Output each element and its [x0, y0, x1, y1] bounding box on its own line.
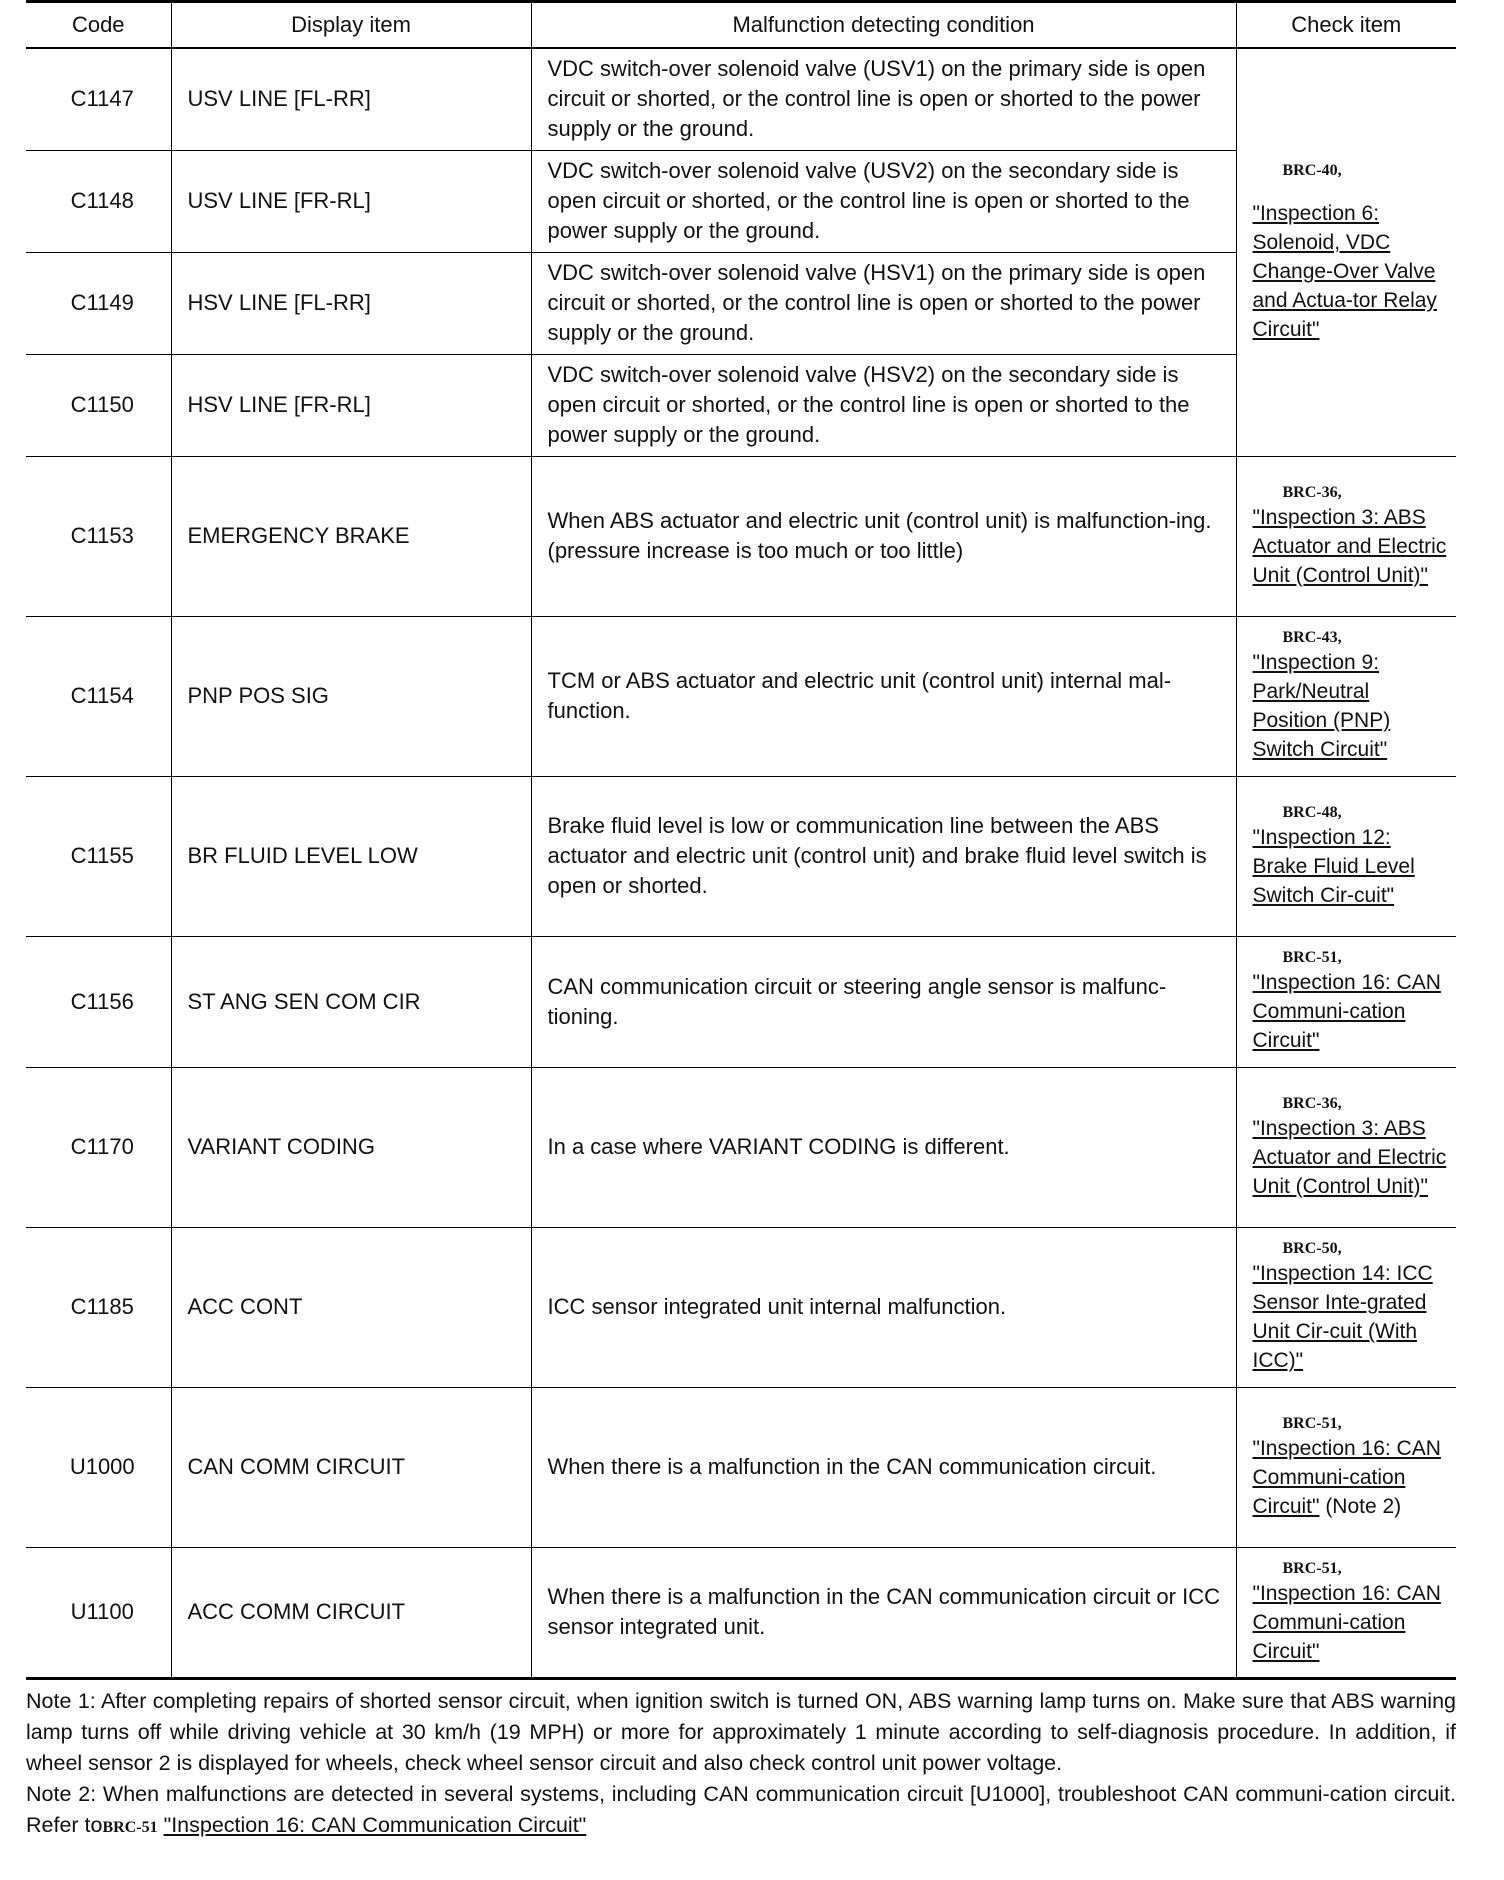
dtc-sheet [26, 0, 1456, 1843]
code-cell: U1100 [26, 1547, 171, 1678]
code-cell: U1000 [26, 1387, 171, 1547]
table-row [26, 1067, 1456, 1227]
code-cell: C1150 [26, 354, 171, 456]
condition-cell: VDC switch-over solenoid valve (USV1) on the primary side is open circuit or shorted, or the control line is open or shorted to the power supply or the ground. [531, 48, 1236, 150]
check-ref: BRC-51, [1282, 1414, 1342, 1432]
header-malfunction-condition: Malfunction detecting condition [531, 2, 1236, 49]
display-item-cell: USV LINE [FL-RR] [171, 48, 531, 150]
check-link[interactable]: "Inspection 3: ABS Actuator and Electric Unit (Control Unit)" [1252, 505, 1447, 587]
display-item-cell: HSV LINE [FL-RR] [171, 252, 531, 354]
condition-cell: VDC switch-over solenoid valve (HSV1) on the primary side is open circuit or shorted, or the control line is open or shorted to the power supply or the ground. [531, 252, 1236, 354]
check-item-cell [1236, 776, 1456, 936]
check-item-cell [1236, 48, 1456, 456]
display-item-cell: EMERGENCY BRAKE [171, 456, 531, 616]
check-item-cell [1236, 1547, 1456, 1678]
code-cell: C1155 [26, 776, 171, 936]
condition-cell: When there is a malfunction in the CAN communication circuit. [531, 1387, 1236, 1547]
condition-cell: CAN communication circuit or steering angle sensor is malfunc-tioning. [531, 936, 1236, 1067]
condition-cell: ICC sensor integrated unit internal malfunction. [531, 1227, 1236, 1387]
check-item-cell [1236, 1067, 1456, 1227]
table-row [26, 1227, 1456, 1387]
table-row [26, 48, 1456, 150]
condition-cell: When there is a malfunction in the CAN communication circuit or ICC sensor integrated unit. [531, 1547, 1236, 1678]
condition-cell: VDC switch-over solenoid valve (USV2) on the secondary side is open circuit or shorted, or the control line is open or shorted to the power supply or the ground. [531, 150, 1236, 252]
check-link[interactable]: "Inspection 6: Solenoid, VDC Change-Over Valve and Actua-tor Relay Circuit" [1252, 201, 1437, 341]
header-display-item: Display item [171, 2, 531, 49]
note-2-link[interactable]: "Inspection 16: CAN Communication Circuit" [163, 1812, 587, 1837]
check-link[interactable]: "Inspection 3: ABS Actuator and Electric Unit (Control Unit)" [1252, 1116, 1447, 1198]
code-cell: C1153 [26, 456, 171, 616]
code-cell: C1154 [26, 616, 171, 776]
display-item-cell: USV LINE [FR-RL] [171, 150, 531, 252]
code-cell: C1185 [26, 1227, 171, 1387]
display-item-cell: HSV LINE [FR-RL] [171, 354, 531, 456]
note-2-text: Note 2: When malfunctions are detected in several systems, including CAN communication circuit [U1000], troubleshoot CAN communi-cation circuit. Refer to [26, 1781, 1456, 1837]
check-link[interactable]: "Inspection 16: CAN Communi-cation Circuit" [1252, 1581, 1441, 1663]
header-code: Code [26, 2, 171, 49]
code-cell: C1147 [26, 48, 171, 150]
check-ref: BRC-36, [1282, 483, 1342, 501]
check-item-cell [1236, 1387, 1456, 1547]
header-check-item: Check item [1236, 2, 1456, 49]
check-item-cell [1236, 456, 1456, 616]
notes-section [26, 1686, 1456, 1843]
check-note: (Note 2) [1325, 1494, 1402, 1518]
check-ref: BRC-36, [1282, 1094, 1342, 1112]
dtc-table [26, 0, 1456, 1680]
check-link[interactable]: "Inspection 16: CAN Communi-cation Circuit" [1252, 1436, 1441, 1518]
condition-cell: When ABS actuator and electric unit (control unit) is malfunction-ing. (pressure increase is too much or too little) [531, 456, 1236, 616]
check-link[interactable]: "Inspection 12: Brake Fluid Level Switch Cir-cuit" [1252, 825, 1415, 907]
note-1: Note 1: After completing repairs of shorted sensor circuit, when ignition switch is turned ON, ABS warning lamp turns on. Make sure that ABS warning lamp turns off while driving vehicle at 30 km/h (19 MPH) or more for approximately 1 minute according to self-diagnosis procedure. In addition, if wheel sensor 2 is displayed for wheels, check wheel sensor circuit and also check control unit power voltage. [26, 1688, 1456, 1775]
display-item-cell: ST ANG SEN COM CIR [171, 936, 531, 1067]
table-row [26, 456, 1456, 616]
check-ref: BRC-50, [1282, 1240, 1342, 1257]
table-header-row [26, 2, 1456, 49]
check-ref: BRC-43, [1282, 629, 1342, 646]
table-row [26, 1387, 1456, 1547]
table-row [26, 1547, 1456, 1678]
code-cell: C1148 [26, 150, 171, 252]
condition-cell: In a case where VARIANT CODING is different. [531, 1067, 1236, 1227]
check-item-cell [1236, 936, 1456, 1067]
display-item-cell: ACC COMM CIRCUIT [171, 1547, 531, 1678]
check-link[interactable]: "Inspection 16: CAN Communi-cation Circuit" [1252, 971, 1441, 1052]
code-cell: C1156 [26, 936, 171, 1067]
check-ref: BRC-48, [1282, 803, 1342, 821]
check-link[interactable]: "Inspection 14: ICC Sensor Inte-grated Unit Cir-cuit (With ICC)" [1252, 1262, 1433, 1372]
table-row [26, 616, 1456, 776]
display-item-cell: CAN COMM CIRCUIT [171, 1387, 531, 1547]
check-ref: BRC-51, [1282, 1559, 1342, 1577]
table-row [26, 936, 1456, 1067]
note-2-ref: BRC-51 [102, 1818, 158, 1836]
check-link[interactable]: "Inspection 9: Park/Neutral Position (PNP) Switch Circuit" [1252, 651, 1391, 761]
condition-cell: TCM or ABS actuator and electric unit (control unit) internal mal-function. [531, 616, 1236, 776]
note-2 [26, 1779, 1456, 1843]
code-cell: C1149 [26, 252, 171, 354]
check-ref: BRC-51, [1282, 949, 1342, 966]
condition-cell: Brake fluid level is low or communication line between the ABS actuator and electric unit (control unit) and brake fluid level switch is open or shorted. [531, 776, 1236, 936]
condition-cell: VDC switch-over solenoid valve (HSV2) on the secondary side is open circuit or shorted, or the control line is open or shorted to the power supply or the ground. [531, 354, 1236, 456]
check-item-cell [1236, 1227, 1456, 1387]
check-ref: BRC-40, [1282, 161, 1342, 179]
check-item-cell [1236, 616, 1456, 776]
display-item-cell: VARIANT CODING [171, 1067, 531, 1227]
display-item-cell: BR FLUID LEVEL LOW [171, 776, 531, 936]
display-item-cell: ACC CONT [171, 1227, 531, 1387]
display-item-cell: PNP POS SIG [171, 616, 531, 776]
table-row [26, 776, 1456, 936]
code-cell: C1170 [26, 1067, 171, 1227]
